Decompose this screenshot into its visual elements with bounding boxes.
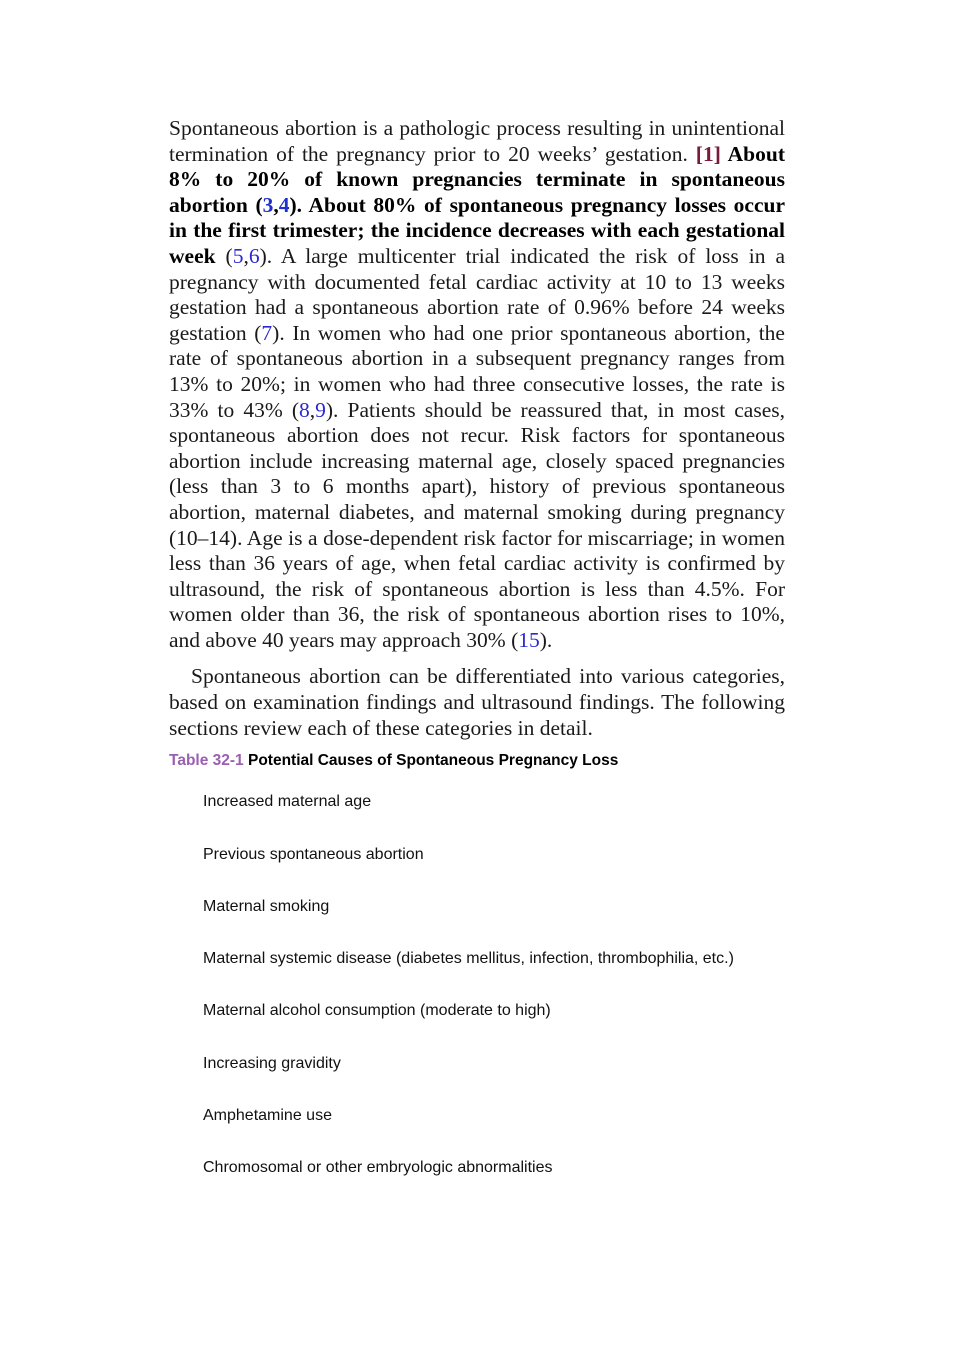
text-run: ). <box>539 627 553 652</box>
table-item: Chromosomal or other embryologic abnormalities <box>203 1159 553 1177</box>
reference-link-5[interactable]: 5 <box>232 243 244 268</box>
table-item: Maternal alcohol consumption (moderate to high) <box>203 1002 551 1020</box>
reference-link-7[interactable]: 7 <box>261 320 273 345</box>
table-items-list <box>203 792 785 1210</box>
table-number: Table 32-1 <box>169 752 244 770</box>
table-item: Amphetamine use <box>203 1107 332 1125</box>
reference-link-8[interactable]: 8 <box>299 397 310 422</box>
document-page <box>169 116 785 1211</box>
text-run: ( <box>215 243 233 268</box>
body-paragraph-1 <box>169 116 785 653</box>
text-run: , <box>309 397 316 422</box>
body-paragraph-2: Spontaneous abortion can be differentiated into various categories, based on examination findings and ultrasound findings. The following sections review each of these categories in detail. <box>169 664 785 740</box>
table-caption <box>169 752 785 770</box>
table-item: Increasing gravidity <box>203 1054 341 1072</box>
table-item: Previous spontaneous abortion <box>203 845 424 863</box>
text-run: ). In women who had one prior spontaneous abortion, the rate of spontaneous abortion in a subsequent pregnancy ranges from 13% to 20%; in women who had three consecutive losses, the rate is 33% to 43% ( <box>169 320 785 422</box>
reference-link-4[interactable]: 4 <box>278 192 290 217</box>
table-title: Potential Causes of Spontaneous Pregnancy Loss <box>243 752 619 770</box>
table-item: Maternal smoking <box>203 897 330 915</box>
text-run: , <box>243 243 249 268</box>
table-item: Increased maternal age <box>203 793 372 811</box>
text-run: ). A large multicenter trial indicated the risk of loss in a pregnancy with documented fetal cardiac activity at 10 to 13 weeks gestation had a spontaneous abortion rate of 0.96% before 24 weeks gestation ( <box>169 243 785 345</box>
bold-text-run: , <box>273 192 279 217</box>
reference-link-1[interactable]: [1] <box>695 141 721 166</box>
bold-text-run: About 8% to 20% of known pregnancies terminate in spontaneous abortion ( <box>169 141 785 217</box>
text-run: Spontaneous abortion is a pathologic process resulting in unintentional termination of the pregnancy prior to 20 weeks’ gestation. <box>169 116 785 166</box>
text-run: ). Patients should be reassured that, in most cases, spontaneous abortion does not recur. Risk factors for spontaneous abortion include increasing maternal age, closely spaced pregnancies (less than 3 to 6 months apart), history of previous spontaneous abortion, maternal diabetes, and maternal smoking during pregnancy (10–14). Age is a dose-dependent risk factor for miscarriage; in women less than 36 years of age, when fetal cardiac activity is confirmed by ultrasound, the risk of spontaneous abortion is less than 4.5%. For women older than 36, the risk of spontaneous abortion rises to 10%, and above 40 years may approach 30% ( <box>169 397 786 652</box>
reference-link-6[interactable]: 6 <box>248 243 260 268</box>
reference-link-3[interactable]: 3 <box>262 192 274 217</box>
reference-link-15[interactable]: 15 <box>518 627 540 652</box>
reference-link-9[interactable]: 9 <box>315 397 326 422</box>
bold-text-run: ). About 80% of spontaneous pregnancy losses occur in the first trimester; the incidence decreases with each gestational week <box>169 192 785 268</box>
table-item: Maternal systemic disease (diabetes mellitus, infection, thrombophilia, etc.) <box>203 950 734 968</box>
